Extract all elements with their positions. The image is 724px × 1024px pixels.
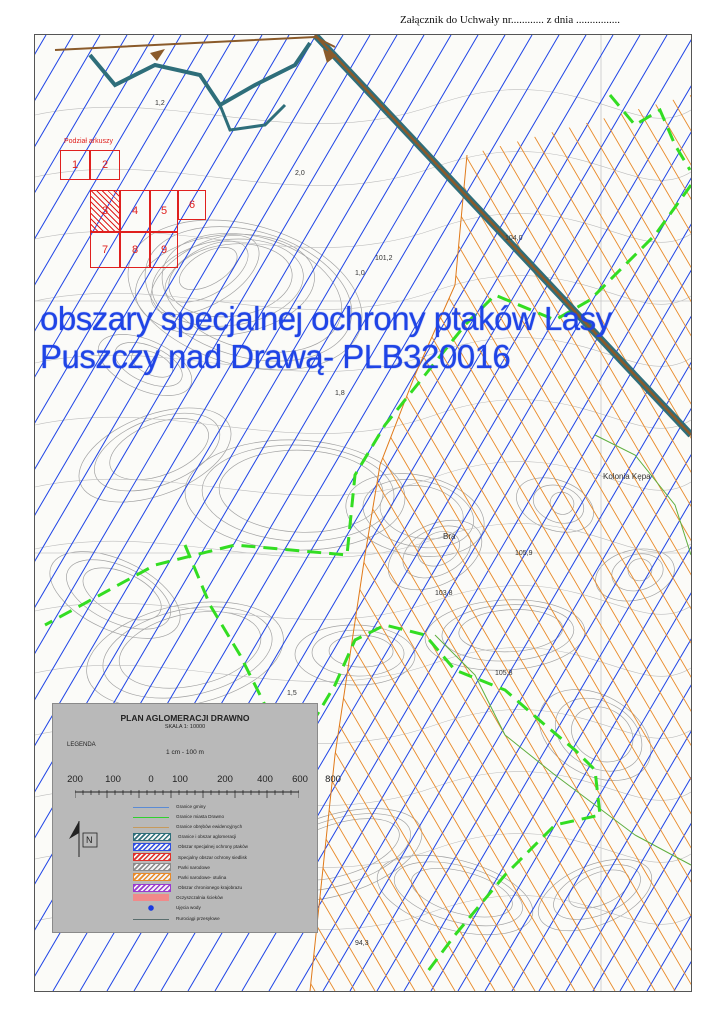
sheet-cell-1[interactable]: 1 xyxy=(60,150,90,180)
title-line-2: Puszczy nad Drawą- PLB320016 xyxy=(40,338,511,375)
legend-symbol xyxy=(133,894,169,901)
legend-label: Parki narodowe xyxy=(178,864,210,870)
spot-height-label: 105,9 xyxy=(515,550,533,557)
legend-items xyxy=(133,801,313,923)
legend-symbol xyxy=(133,905,169,911)
legend-symbol xyxy=(133,824,169,828)
scale-tick-label: 600 xyxy=(292,774,308,785)
place-label-bra: Bra xyxy=(443,532,456,541)
legend-symbol xyxy=(133,863,171,871)
legend-label: Obszar chronionego krajobrazu xyxy=(178,885,243,891)
legend-item xyxy=(133,852,313,862)
sheet-index xyxy=(60,138,210,278)
legend-symbol xyxy=(133,853,171,861)
legend-label: Oczyszczalnia ścieków xyxy=(176,895,223,901)
sheet-cell-8[interactable]: 8 xyxy=(120,232,150,268)
spot-height-label: 104,0 xyxy=(505,235,523,242)
legend-label: Specjalny obszar ochrony siedlisk xyxy=(178,854,247,860)
north-arrow xyxy=(67,819,107,859)
spot-height-label: 1,5 xyxy=(287,690,297,697)
legend-label: Granice obrębów ewidencyjnych xyxy=(176,823,243,829)
spot-height-label: 2,0 xyxy=(295,170,305,177)
legend-label: Parki narodowe- otulina xyxy=(178,874,227,880)
sheet-cell-2[interactable]: 2 xyxy=(90,150,120,180)
legend-symbol xyxy=(133,916,169,920)
legend-label: Obszar specjalnej ochrony ptaków xyxy=(178,844,248,850)
legend-symbol xyxy=(133,843,171,851)
bird-protection-area-title xyxy=(40,300,720,376)
legend-label: Granice i obszar aglomeracji xyxy=(178,834,237,840)
flow-arrow-icon xyxy=(150,49,165,61)
legend-item xyxy=(133,801,313,811)
legend-item xyxy=(133,832,313,842)
legend-scale-text: SKALA 1: 10000 xyxy=(164,724,206,730)
legend-symbol xyxy=(133,814,169,818)
title-line-1: obszary specjalnej ochrony ptaków Lasy xyxy=(40,300,612,337)
sheet-cell-6[interactable]: 6 xyxy=(178,190,206,220)
legend-item xyxy=(133,811,313,821)
scale-tick-label: 200 xyxy=(217,774,233,785)
legend-symbol xyxy=(133,833,171,841)
legend-title: PLAN AGLOMERACJI DRAWNO xyxy=(120,713,250,723)
sheet-cell-7[interactable]: 7 xyxy=(90,232,120,268)
legend-item xyxy=(133,872,313,882)
legend-item xyxy=(133,893,313,903)
spot-height-label: 1,0 xyxy=(355,270,365,277)
scale-tick-label: 100 xyxy=(172,774,188,785)
scale-tick-label: 800 xyxy=(325,774,341,785)
scale-tick-label: 0 xyxy=(148,774,154,785)
attachment-note: Załącznik do Uchwały nr............ z dnia ................ xyxy=(400,14,620,26)
legend-symbol xyxy=(133,873,171,881)
scale-bar-labels xyxy=(67,774,341,786)
spot-height-label: 103,8 xyxy=(435,590,453,597)
scale-tick-label: 100 xyxy=(105,774,121,785)
legend-ratio: 1 cm - 100 m xyxy=(166,749,204,756)
legend-item xyxy=(133,903,313,913)
spot-height-label: 1,8 xyxy=(335,390,345,397)
scale-tick-label: 200 xyxy=(67,774,83,785)
legend-label: Rurociągi przesyłowe xyxy=(176,915,220,921)
legend-item xyxy=(133,862,313,872)
legend-panel xyxy=(52,703,341,933)
legend-label: Granice gminy xyxy=(176,803,206,809)
sheet-cell-9[interactable]: 9 xyxy=(150,232,178,268)
sheet-index-caption: Podział arkuszy xyxy=(64,138,114,145)
spot-height-label: 101,2 xyxy=(375,255,393,262)
legend-item xyxy=(133,821,313,831)
sheet-cell-4[interactable]: 4 xyxy=(120,190,150,232)
legend-heading: LEGENDA xyxy=(67,742,96,748)
spot-height-label: 1,2 xyxy=(155,100,165,107)
scale-tick-label: 400 xyxy=(257,774,273,785)
legend-item xyxy=(133,842,313,852)
sheet-cell-3[interactable]: 3 xyxy=(90,190,120,232)
legend-symbol xyxy=(133,804,169,808)
legend-item xyxy=(133,883,313,893)
legend-label: Granice miasta Drawno xyxy=(176,813,224,819)
legend-symbol xyxy=(133,884,171,892)
legend-label: Ujęcia wody xyxy=(176,905,201,911)
legend-item xyxy=(133,913,313,923)
scale-bar xyxy=(75,790,299,798)
sheet-cell-5[interactable]: 5 xyxy=(150,190,178,232)
place-label-kolonia: Kolonia Kępa xyxy=(603,472,651,481)
north-label: N xyxy=(86,835,93,845)
spot-height-label: 94,3 xyxy=(355,940,369,947)
spot-height-label: 105,8 xyxy=(495,670,513,677)
